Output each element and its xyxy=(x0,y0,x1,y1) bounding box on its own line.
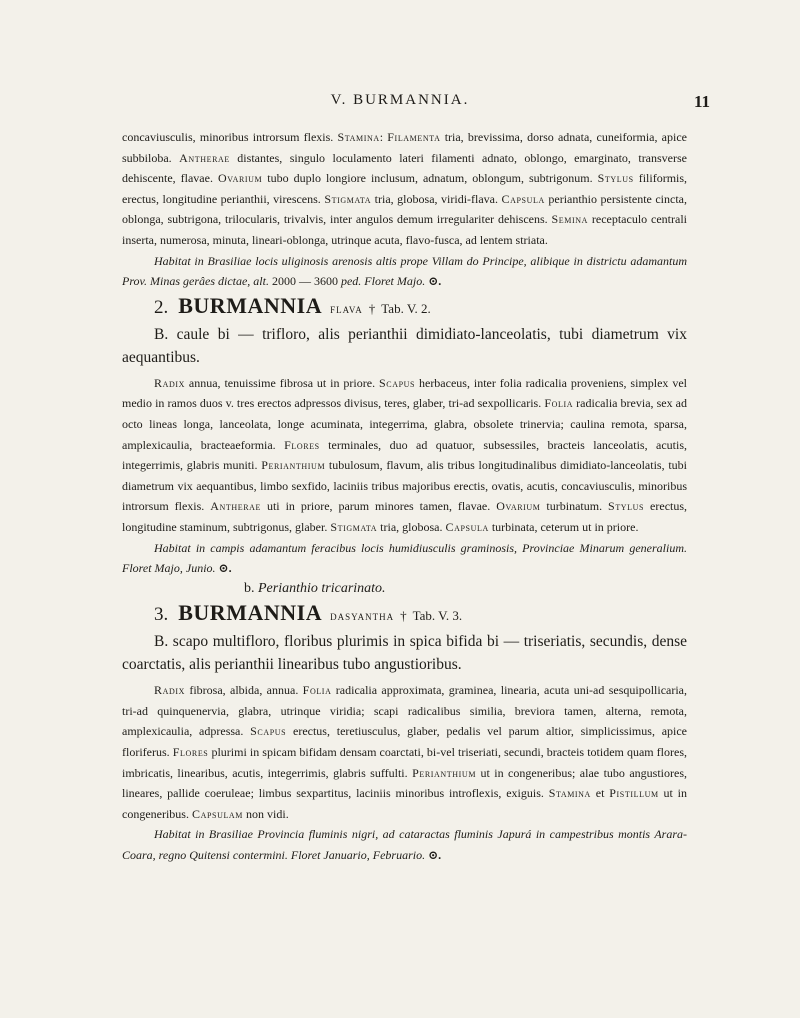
running-head: V. BURMANNIA. xyxy=(330,92,470,108)
term-perianthium: Perianthium xyxy=(412,765,477,780)
term-stylus: Stylus xyxy=(597,171,634,186)
habitat-text: Habitat in Brasiliae Provincia fluminis nigri, ad cataractas fluminis Japurá in campestribus montis Arara-Coara, regno Quitensi contermini. Floret Januario, Februario. xyxy=(122,827,687,863)
term-scapus: Scapus xyxy=(379,375,416,390)
flowering-note: ped. Floret Majo. xyxy=(340,274,426,289)
term-stigmata: Stigmata xyxy=(330,519,378,534)
text-run: erectus, longitudine staminum, subtrigonus, glaber. xyxy=(122,499,688,534)
diagnosis-3: B. scapo multifloro, floribus plurimis in spica bifida bi — triseriatis, secundis, dense coarctatis, alis perianthii linearibus tubo angustioribus. xyxy=(122,633,687,674)
text-run: tubulosum, flavum, alis tribus longitudinalibus dimidiato-lanceolatis, tubi diametrum vix aequantibus, limbo sexfido, laciniis tribus majoribus erectis, ovatis, acutis, concaviusculis, minoribus introrsum flexis. xyxy=(122,458,687,514)
species-epithet: dasyantha xyxy=(330,608,395,624)
text-run: plurimi in spicam bifidam densam coarctati, bi-vel triseriati, secundi, bracteis totidem quam flores, imbricatis, linearibus, acutis, integerrimis, glabris suffulti. xyxy=(122,745,688,780)
text-run: concaviusculis, minoribus introrsum flexis. xyxy=(122,130,334,144)
text-run: tria, brevissima, dorso adnata, cuneiformia, apice subbiloba. xyxy=(122,130,687,165)
text-run: tria, globosa, viridi-flava. xyxy=(371,191,499,206)
text-run: receptaculo centrali inserta, numerosa, minuta, lineari-oblonga, utrinque acuta, flavo-fusca, ad lentem striata. xyxy=(122,212,687,247)
text-run: radicalia approximata, graminea, linearia, acuta uni-ad sesquipollicaria, tri-ad quinquenervia, glabra, utrinque viridia; scapi radicalibus similia, breviora tamen, alterna, remota, amplexicaulia, adpressa. xyxy=(122,683,688,739)
term-flores: Flores xyxy=(284,437,320,452)
text-run: distantes, singulo loculamento lateri filamenti adnato, oblongo, emarginato, transverse dehiscente, flavae. xyxy=(122,150,687,186)
text-run: turbinata, ceterum ut in priore. xyxy=(488,519,639,534)
term-pistillum: Pistillum xyxy=(609,786,659,801)
variety-letter: b. xyxy=(244,580,255,596)
term-capsula: Capsula xyxy=(445,519,489,534)
term-folia: Folia xyxy=(544,396,574,411)
dagger-symbol: † xyxy=(400,608,407,624)
genus-name: BURMANNIA xyxy=(178,292,323,318)
page-number: 11 xyxy=(693,92,710,111)
term-capsulam: Capsulam xyxy=(191,806,244,821)
text-run: ut in congeneribus; alae tubo angustiores, lineares, pallide coeruleae; limbus sexpartitus, laciniis minoribus introflexis, exiguis. xyxy=(122,765,688,801)
genus-name: BURMANNIA xyxy=(178,600,323,626)
term-radix: Radix xyxy=(154,375,185,390)
habitat-paragraph-2 xyxy=(122,538,687,579)
habitat-text: Habitat in Brasiliae locis uliginosis arenosis altis prope Villam do Principe, alibique in districtu adamantum Prov. Minas gerâes dictae, alt. xyxy=(122,253,687,289)
term-semina: Semina xyxy=(551,212,589,227)
plate-reference: Tab. V. 2. xyxy=(381,300,431,316)
text-run: perianthio persistente cincta, oblonga, subtrigona, trilocularis, trivalvis, inter angulos demum irregulariter dehiscens. xyxy=(122,191,688,227)
text-run: non vidi. xyxy=(243,806,289,821)
plate-reference: Tab. V. 3. xyxy=(412,608,463,624)
variety-line xyxy=(122,579,687,600)
text-body xyxy=(122,127,687,866)
variety-text: Perianthio tricarinato. xyxy=(254,580,386,596)
text-run: ut in congeneribus. xyxy=(122,786,687,821)
species-number: 2. xyxy=(154,296,169,318)
text-run: tria, globosa. xyxy=(377,519,443,534)
annual-symbol: ⊙. xyxy=(425,848,442,863)
term-flores: Flores xyxy=(172,745,209,760)
term-stamina: Stamina xyxy=(337,130,380,144)
text-run: uti in priore, parum minores tamen, flavae. xyxy=(261,499,491,514)
text-run: tubo duplo longiore inclusum, adnatum, oblongum, subtrigonum. xyxy=(262,171,593,186)
term-scapus: Scapus xyxy=(250,724,287,739)
description-paragraph-2 xyxy=(122,373,687,538)
term-stamina: Stamina xyxy=(548,786,591,801)
species-heading-2 xyxy=(122,292,687,323)
term-capsula: Capsula xyxy=(501,191,545,206)
term-perianthium: Perianthium xyxy=(261,458,326,473)
species-heading-3 xyxy=(122,599,687,630)
text-run: et xyxy=(590,786,610,801)
text-run: annua, tenuissime fibrosa ut in priore. xyxy=(185,375,376,390)
habitat-paragraph-3 xyxy=(122,824,687,865)
species-epithet: flava xyxy=(330,300,363,316)
text-run: : xyxy=(379,130,388,144)
description-paragraph-3 xyxy=(122,680,687,824)
page-header xyxy=(0,92,800,116)
habitat-province: Provinciae Minarum generalium. Floret Majo, Junio. xyxy=(122,540,687,576)
habitat-paragraph-1 xyxy=(122,251,687,292)
text-run: erectus, teretiusculus, glaber, pedalis vel parum altior, simplicissimus, apice floriferus. xyxy=(122,724,688,760)
text-run: filiformis, erectus, longitudine perianthii, virescens. xyxy=(122,171,688,206)
habitat-text: Habitat in campis adamantum feracibus locis humidiusculis graminosis, xyxy=(154,540,518,555)
diagnosis-2: B. caule bi — trifloro, alis perianthii dimidiato-lanceolatis, tubi diametrum vix aequantibus. xyxy=(122,325,687,366)
text-run: radicalia brevia, sex ad octo lineas longa, lanceolata, longe acuminata, integerrima, glabra, obsolete trinervia; caulina remota, sparsa, amplexicaulia, bracteaeformia. xyxy=(122,396,688,452)
term-folia: Folia xyxy=(302,683,332,698)
term-ovarium: Ovarium xyxy=(496,499,541,514)
dagger-symbol: † xyxy=(368,300,376,316)
term-filamenta: Filamenta xyxy=(387,130,441,144)
term-antherae: Antherae xyxy=(179,150,230,165)
term-radix: Radix xyxy=(154,683,185,698)
text-run: terminales, duo ad quatuor, subsessiles, bracteis lanceolatis, acutis, integerrimis, glabris muniti. xyxy=(122,437,688,473)
species-number: 3. xyxy=(154,604,169,626)
term-ovarium: Ovarium xyxy=(217,171,263,186)
annual-symbol: ⊙. xyxy=(215,561,232,576)
text-run: turbinatum. xyxy=(540,499,603,514)
description-paragraph-1 xyxy=(122,127,687,251)
text-run: herbaceus, inter folia radicalia proveniens, simplex vel medio in ramos duos v. tres erectos adpressos divisus, teres, glaber, tri-ad sexpollicaris. xyxy=(122,375,688,411)
annual-symbol: ⊙. xyxy=(425,274,442,289)
term-antherae: Antherae xyxy=(210,499,262,514)
text-run: fibrosa, albida, annua. xyxy=(185,683,299,698)
term-stylus: Stylus xyxy=(608,499,645,514)
term-stigmata: Stigmata xyxy=(324,191,372,206)
altitude-range: 2000 — 3600 xyxy=(268,274,341,289)
